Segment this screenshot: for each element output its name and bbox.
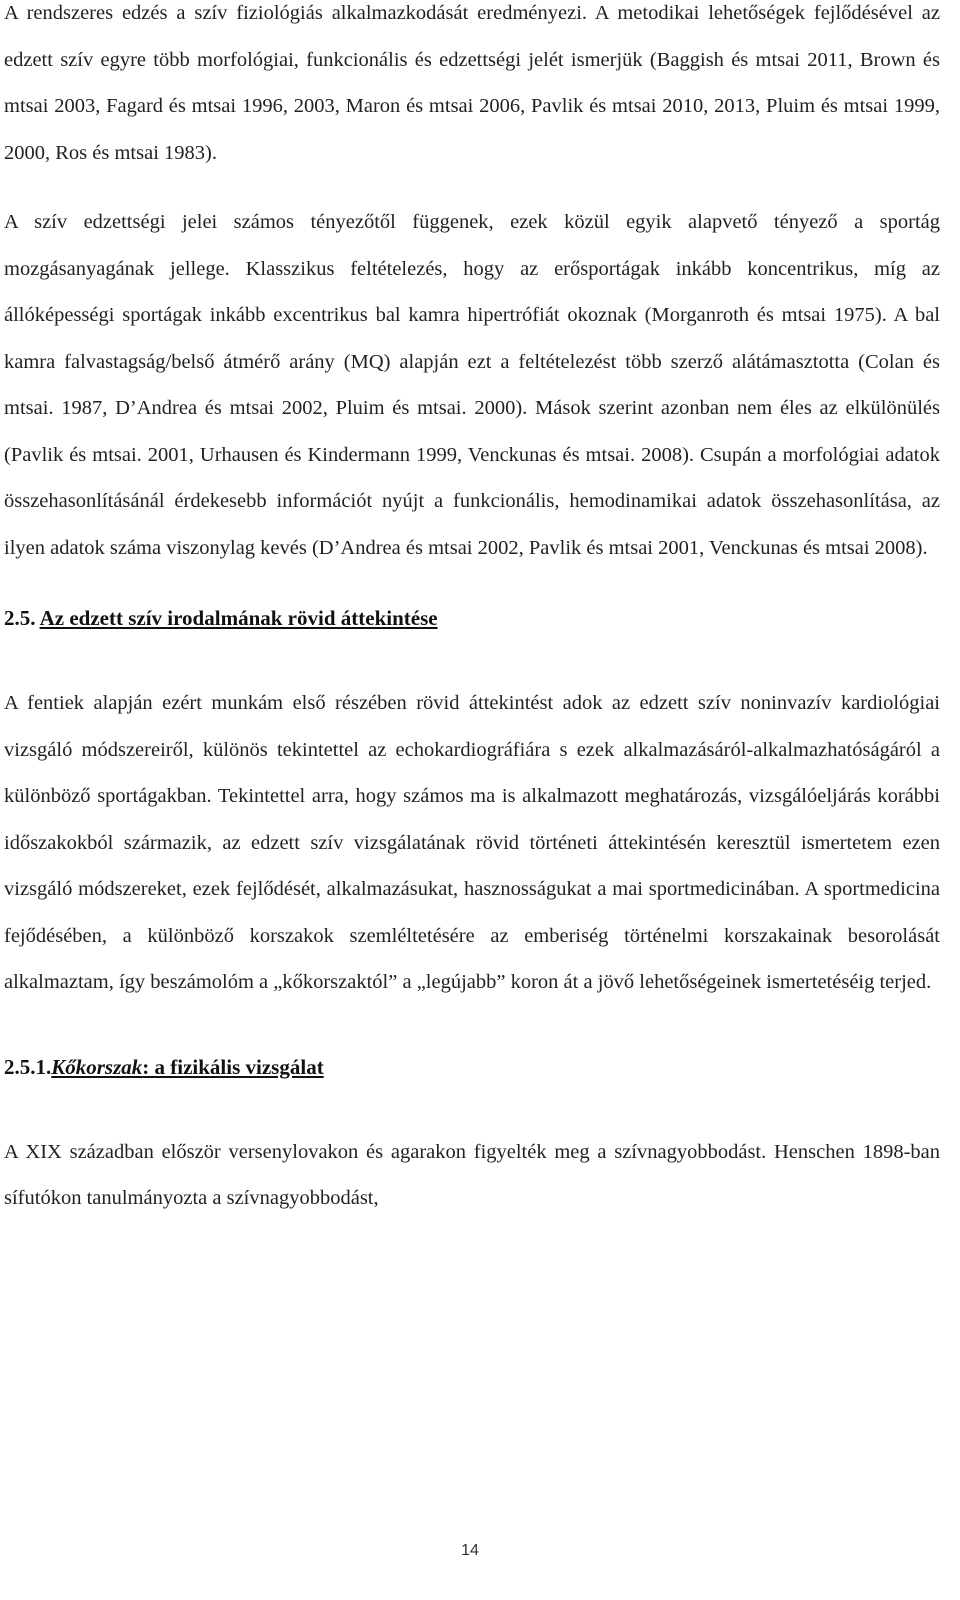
paragraph-xix-century: A XIX században először versenylovakon és agarakon figyelték meg a szívnagyobbodást. Henschen 1898-ban sífutókon tanulmányozta a szívnagyobbodást, — [4, 1140, 940, 1209]
section-heading-2-5-1 — [4, 1052, 940, 1082]
subsection-title-italic: Kőkorszak — [51, 1054, 143, 1079]
page-content — [4, 0, 940, 1222]
section-number: 2.5. — [4, 606, 36, 630]
paragraph-training-adaptation: A rendszeres edzés a szív fiziológiás alkalmazkodását eredményezi. A metodikai lehetőségek fejlődésével az edzett szív egyre több morfológiai, funkcionális és edzettségi jelét ismerjük (Baggish és mtsai 2011, Brown és mtsai 2003, Fagard és mtsai 1996, 2003, Maron és mtsai 2006, Pavlik és mtsai 2010, 2013, Pluim és mtsai 1999, 2000, Ros és mtsai 1983). — [4, 2, 940, 164]
subsection-title-rest: : a fizikális vizsgálat — [142, 1054, 324, 1079]
section-heading-2-5 — [4, 603, 940, 633]
paragraph-review-overview: A fentiek alapján ezért munkám első részében rövid áttekintést adok az edzett szív noninvazív kardiológiai vizsgáló módszereiről, különös tekintettel az echokardiográfiára s ezek alkalmazásáról-alkalmazhatóságáról a különböző sportágakban. Tekintettel arra, hogy számos ma is alkalmazott meghatározás, vizsgálóeljárás korábbi időszakokból származik, az edzett szív vizsgálatának rövid történeti áttekintésén keresztül ismertetem ezen vizsgáló módszereket, ezek fejlődését, alkalmazásukat, hasznosságukat a mai sportmedicinában. A sportmedicina fejődésében, a különböző korszakok szemléltetésére az emberiség történelmi korszakainak besorolását alkalmaztam, így beszámolóm a „kőkorszaktól” a „legújabb” koron át a jövő lehetőségeinek ismertetéséig terjed. — [4, 692, 940, 993]
page-number: 14 — [461, 1542, 479, 1559]
section-title: Az edzett szív irodalmának rövid áttekintése — [39, 606, 438, 630]
subsection-number: 2.5.1. — [4, 1054, 52, 1079]
paragraph-sport-type-factors: A szív edzettségi jelei számos tényezőtől függenek, ezek közül egyik alapvető tényező a sportág mozgásanyagának jellege. Klasszikus feltételezés, hogy az erősportágak inkább koncentrikus, míg az állóképességi sportágak inkább excentrikus bal kamra hipertrófiát okoznak (Morganroth és mtsai 1975). A bal kamra falvastagság/belső átmérő arány (MQ) alapján ezt a feltételezést több szerző alátámasztotta (Colan és mtsai. 1987, D’Andrea és mtsai 2002, Pluim és mtsai. 2000). Mások szerint azonban nem éles az elkülönülés (Pavlik és mtsai. 2001, Urhausen és Kindermann 1999, Venckunas és mtsai. 2008). Csupán a morfológiai adatok összehasonlításánál érdekesebb információt nyújt a funkcionális, hemodinamikai adatok összehasonlítása, az ilyen adatok száma viszonylag kevés (D’Andrea és mtsai 2002, Pavlik és mtsai 2001, Venckunas és mtsai 2008). — [4, 211, 940, 559]
